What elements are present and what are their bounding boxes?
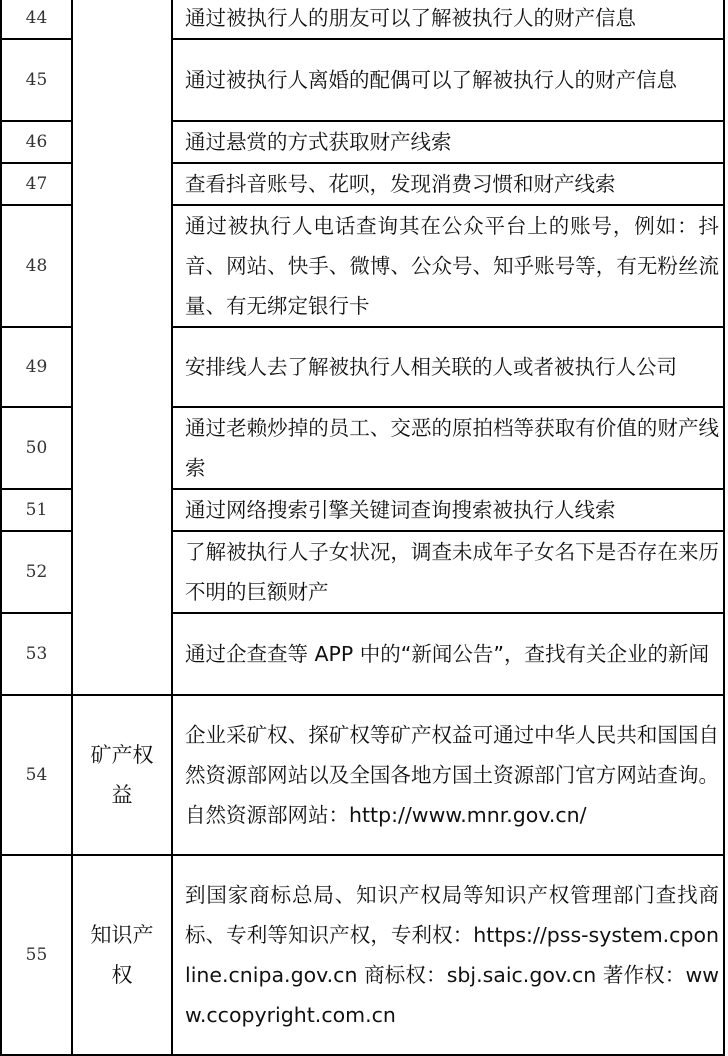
row-number: 46 [1,121,72,163]
category-label: 知识产权 [90,923,154,987]
row-content: 通过被执行人电话查询其在公众平台上的账号，例如：抖音、网站、快手、微博、公众号、知乎账号等，有无粉丝流量、有无绑定银行卡 [172,205,724,327]
row-number: 49 [1,327,72,407]
row-content: 通过被执行人离婚的配偶可以了解被执行人的财产信息 [172,39,724,121]
row-number: 48 [1,205,72,327]
row-number: 55 [1,855,72,1055]
category-cell [72,695,172,855]
row-content: 通过企查查等 APP 中的“新闻公告”，查找有关企业的新闻 [172,613,724,695]
category-cell [72,855,172,1055]
row-number: 54 [1,695,72,855]
category-cell-empty [72,0,172,695]
row-number: 50 [1,407,72,489]
row-content: 查看抖音账号、花呗，发现消费习惯和财产线索 [172,163,724,205]
row-number: 53 [1,613,72,695]
category-label: 矿产权益 [90,743,154,807]
row-content: 安排线人去了解被执行人相关联的人或者被执行人公司 [172,327,724,407]
table-row [1,695,724,855]
row-content: 通过老赖炒掉的员工、交恶的原拍档等获取有价值的财产线索 [172,407,724,489]
row-number: 45 [1,39,72,121]
row-number: 44 [1,0,72,39]
row-number: 51 [1,489,72,531]
row-content: 企业采矿权、探矿权等矿产权益可通过中华人民共和国国自然资源部网站以及全国各地方国土资源部门官方网站查询。自然资源部网站：http://www.mnr.gov.cn/ [172,695,724,855]
row-content: 通过网络搜索引擎关键词查询搜索被执行人线索 [172,489,724,531]
row-number: 47 [1,163,72,205]
table-row [1,0,724,39]
row-content: 通过悬赏的方式获取财产线索 [172,121,724,163]
row-content: 了解被执行人子女状况，调查未成年子女名下是否存在来历不明的巨额财产 [172,531,724,613]
row-content: 通过被执行人的朋友可以了解被执行人的财产信息 [172,0,724,39]
table-row [1,855,724,1055]
row-number: 52 [1,531,72,613]
row-content: 到国家商标总局、知识产权局等知识产权管理部门查找商标、专利等知识产权，专利权：https://pss-system.cponline.cnipa.gov.cn 商标权：sbj.saic.gov.cn 著作权：www.ccopyright.com.cn [172,855,724,1055]
